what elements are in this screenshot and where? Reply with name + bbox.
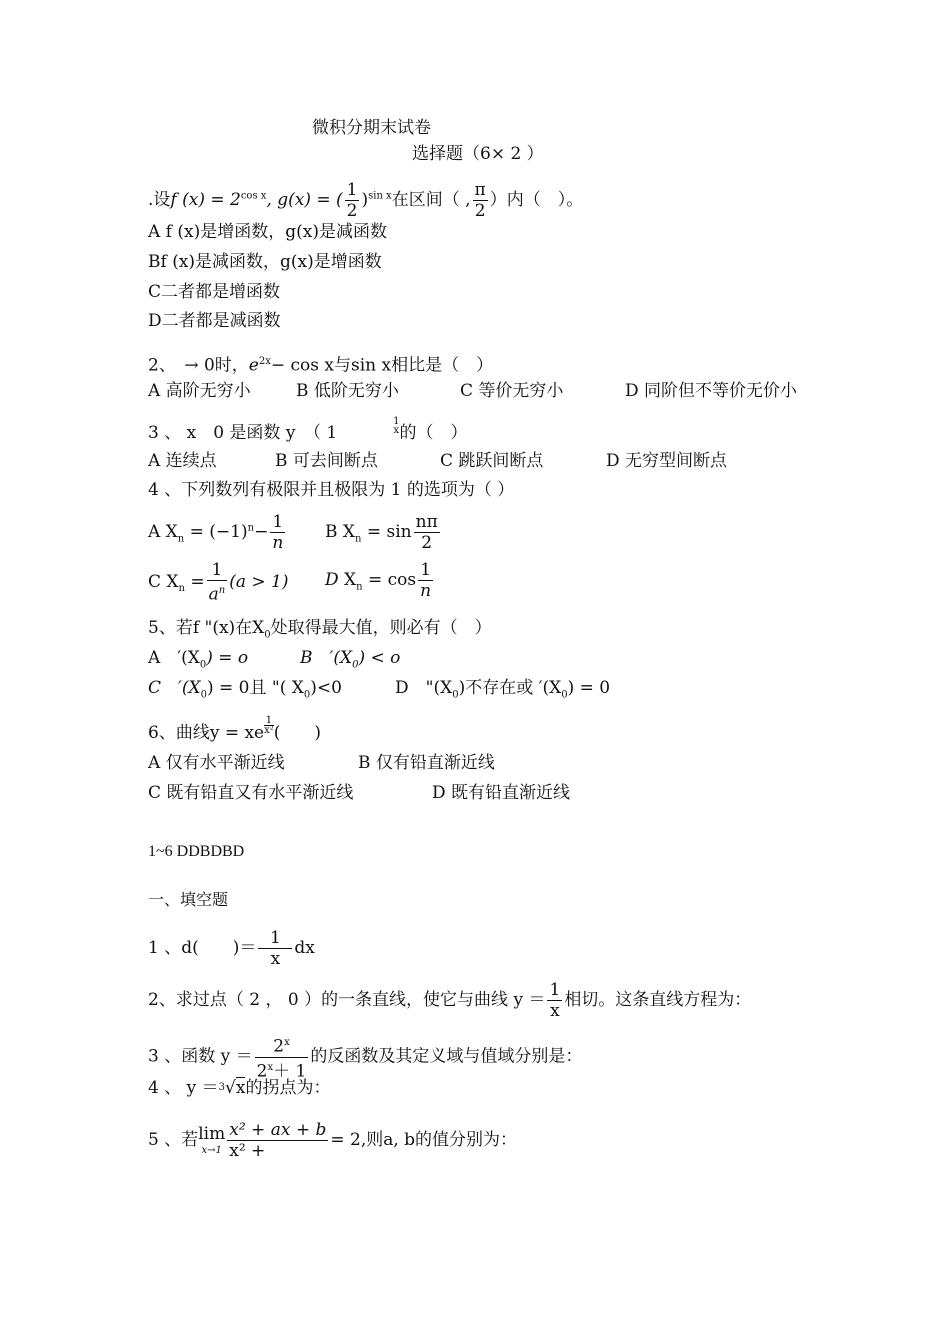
q4-a-minus: −: [254, 522, 269, 542]
q6-stem-a: 6、曲线y = xe: [148, 723, 265, 743]
q1-pi-num: π: [474, 180, 486, 200]
q3-option-b: B 可去间断点: [275, 451, 378, 471]
fill-5: [148, 1120, 517, 1161]
q4-c-tail: (a > 1): [229, 571, 289, 592]
question-1-stem: [148, 180, 583, 221]
q4-c-den-wrap: [207, 581, 228, 605]
q1-pi-fraction: [473, 180, 488, 221]
f5-num: x² + ax + b: [229, 1120, 327, 1140]
q5-option-a: [148, 648, 248, 675]
q4-a-label: A X: [148, 522, 178, 542]
q4-option-c: [148, 560, 289, 605]
question-3-stem: [148, 416, 468, 443]
f5-lim-word: lim: [198, 1123, 226, 1144]
q2-option-d: D 同阶但不等价无价小: [625, 381, 798, 401]
q3-exp-top: 1: [393, 416, 400, 427]
section-choice-heading: 选择题（6× 2 ）: [412, 144, 544, 164]
q2-e-exp: 2x: [258, 356, 271, 367]
q6-stem-b: ( ): [273, 723, 322, 743]
q4-a-den: n: [272, 533, 284, 553]
q1-option-a: A f (x)是增函数，g(x)是减函数: [148, 222, 387, 242]
f1-den: x: [270, 949, 281, 969]
q3-exp-bot: x: [393, 425, 400, 436]
q4-a-num: 1: [270, 512, 285, 533]
f5-b: = 2,则a, b的值分别为：: [330, 1130, 518, 1150]
f3-den-exp: x: [267, 1061, 274, 1073]
f3-den-a: 2: [256, 1061, 268, 1082]
q4-b-label: B X: [325, 522, 355, 542]
f2-a: 2、求过点（ 2 ， 0 ）的一条直线，使它与曲线 y ＝: [148, 990, 546, 1010]
fill-1: [148, 928, 315, 969]
q4-d-den: n: [420, 581, 432, 601]
q3-option-d: D 无穷型间断点: [606, 451, 728, 471]
q4-a-expr: = (−1): [189, 522, 248, 542]
q1-f-exp: cos x: [240, 190, 267, 202]
f3-num-wrap: [255, 1033, 309, 1058]
q4-a-exp: n: [247, 522, 255, 534]
q5-d-sub: 0: [452, 689, 459, 701]
f2-b: 相切。这条直线方程为：: [564, 990, 752, 1010]
f5-lim-sub: x→1: [201, 1144, 222, 1156]
f2-den: x: [550, 1001, 560, 1021]
question-6-stem: [148, 715, 322, 743]
f1-b: dx: [294, 938, 315, 958]
q4-c-eq: =: [190, 571, 205, 592]
q4-c-den-exp: n: [218, 585, 226, 596]
q4-c-fraction: [207, 560, 228, 605]
q1-pi-den: 2: [474, 201, 486, 221]
q4-b-fraction: [414, 512, 440, 553]
q5-d-tail: ) = 0: [567, 678, 611, 698]
q1-option-b: Bf (x)是减函数，g(x)是增函数: [148, 252, 382, 272]
q6-exp-top: 1: [265, 715, 273, 726]
f3-fraction: [255, 1033, 309, 1081]
q5-c-tail: )<0: [310, 678, 342, 698]
q5-a-tail: ) = o: [206, 648, 249, 668]
q2-option-a: A 高阶无穷小: [148, 381, 251, 401]
q4-c-label: C X: [148, 571, 179, 592]
q4-d-sub: n: [356, 581, 363, 593]
fill-4: [148, 1078, 330, 1098]
q5-stem-b: 处取得最大值，则必有（ ）: [270, 618, 492, 638]
q3-option-a: A 连续点: [148, 451, 217, 471]
f4-b: 的拐点为：: [245, 1078, 331, 1098]
q4-d-expr: = cos: [368, 570, 417, 590]
q4-a-sub: n: [177, 533, 185, 545]
question-5-stem: [148, 618, 492, 645]
q5-option-c: [148, 678, 342, 705]
q4-a-fraction: [270, 512, 285, 553]
f4-root-body: x: [235, 1078, 246, 1098]
q5-c-sub: 0: [200, 689, 207, 701]
q4-d-fraction: [418, 560, 433, 601]
q6-exp-bot: x²: [264, 725, 274, 736]
q5-c-mid: ) = 0且 "( X: [206, 678, 304, 698]
q1-interval: 在区间（ ,: [391, 190, 471, 210]
f5-fraction: [227, 1120, 328, 1161]
q6-exponent: [264, 716, 274, 735]
q1-half-num: 1: [346, 180, 358, 200]
q4-b-num: nπ: [415, 512, 438, 532]
q6-option-d: D 既有铅直渐近线: [432, 783, 571, 803]
q4-b-den: 2: [421, 533, 433, 553]
q5-b-sub: 0: [352, 659, 359, 671]
f1-num: 1: [258, 928, 292, 949]
q5-d-text: D "(X: [395, 678, 453, 698]
f3-a: 3 、函数 y ＝: [148, 1046, 253, 1067]
q1-half-fraction: [345, 180, 360, 221]
q4-b-sub: n: [355, 533, 362, 545]
q5-stem-a: 5、若f "(x)在X: [148, 618, 265, 638]
q1-option-d: D二者都是减函数: [148, 311, 281, 331]
fill-3: [148, 1033, 582, 1081]
answer-key: 1~6 DDBDBD: [148, 843, 245, 860]
q4-d-x: X: [344, 570, 357, 590]
q6-option-c: C 既有铅直又有水平渐近线: [148, 783, 354, 803]
q5-a-sub: 0: [199, 659, 207, 671]
q2-option-b: B 低阶无穷小: [296, 381, 399, 401]
q5-stem-sub: 0: [264, 629, 271, 641]
fill-2: [148, 980, 751, 1021]
q4-c-sub: n: [178, 583, 185, 595]
q4-b-expr: = sin: [366, 522, 412, 542]
q4-option-b: [325, 512, 442, 553]
q5-c-sub2: 0: [303, 689, 311, 701]
q1-g-close: ): [361, 190, 369, 210]
q1-f: f (x) = 2: [170, 190, 241, 210]
q1-tail: ）内（ ）。: [489, 190, 584, 210]
f3-num-exp: x: [284, 1037, 290, 1048]
q1-g: , g(x) = (: [266, 190, 343, 210]
section-fill-heading: 一、填空题: [148, 890, 229, 909]
q5-option-b: [300, 648, 400, 675]
q4-d-num: 1: [418, 560, 433, 581]
q4-c-num: 1: [207, 560, 228, 581]
f1-a: 1 、d( )＝: [148, 938, 257, 958]
f2-fraction: [547, 980, 562, 1021]
q4-c-den: a: [208, 584, 219, 605]
q4-d-label: D: [325, 570, 339, 590]
q1-prefix: .设: [148, 190, 171, 210]
f1-fraction: [258, 928, 292, 969]
q5-b-text: B ′(X: [300, 648, 353, 668]
f3-den-b: ＋ 1: [273, 1061, 307, 1082]
q3-stem-a: 3 、 x 0 是函数 y （ 1: [148, 423, 338, 443]
q5-a-text: A ′(X: [148, 648, 200, 668]
f2-num: 1: [549, 980, 561, 1000]
q3-exponent: [393, 417, 399, 435]
f3-b: 的反函数及其定义域与值域分别是：: [310, 1046, 583, 1067]
q1-g-exp: sin x: [368, 190, 392, 202]
q2-stem-a: 2、 → 0时，: [148, 355, 249, 376]
question-4-stem: 4 、下列数列有极限并且极限为 1 的选项为（ ）: [148, 480, 515, 500]
q1-option-c: C二者都是增函数: [148, 282, 281, 302]
q1-half-den: 2: [346, 201, 358, 221]
q6-option-b: B 仅有铅直渐近线: [358, 753, 495, 773]
radical-icon: √: [225, 1078, 236, 1098]
q2-stem-b: − cos x与sin x相比是（ ）: [270, 355, 494, 376]
q4-option-a: [148, 512, 287, 553]
f5-lim: [198, 1124, 225, 1158]
f5-a: 5 、若: [148, 1130, 199, 1150]
f4-root-index: 3: [218, 1082, 226, 1093]
q5-d-mid: )不存在或 ′(X: [458, 678, 562, 698]
q2-e: e: [248, 355, 259, 376]
q6-option-a: A 仅有水平渐近线: [148, 753, 285, 773]
f3-num: 2: [273, 1036, 285, 1057]
q2-option-c: C 等价无穷小: [460, 381, 564, 401]
question-2-stem: [148, 352, 493, 376]
f5-den: x² +: [229, 1141, 266, 1161]
q3-option-c: C 跳跃间断点: [440, 451, 544, 471]
q5-b-tail: ) < o: [358, 648, 401, 668]
f4-a: 4 、 y ＝: [148, 1078, 219, 1098]
q5-option-d: [395, 678, 610, 705]
q5-d-sub2: 0: [561, 689, 568, 701]
q3-stem-b: 的（ ）: [399, 423, 468, 443]
q4-option-d: [325, 560, 435, 601]
q5-c-text: C ′(X: [148, 678, 201, 698]
page-title: 微积分期末试卷: [312, 118, 431, 138]
